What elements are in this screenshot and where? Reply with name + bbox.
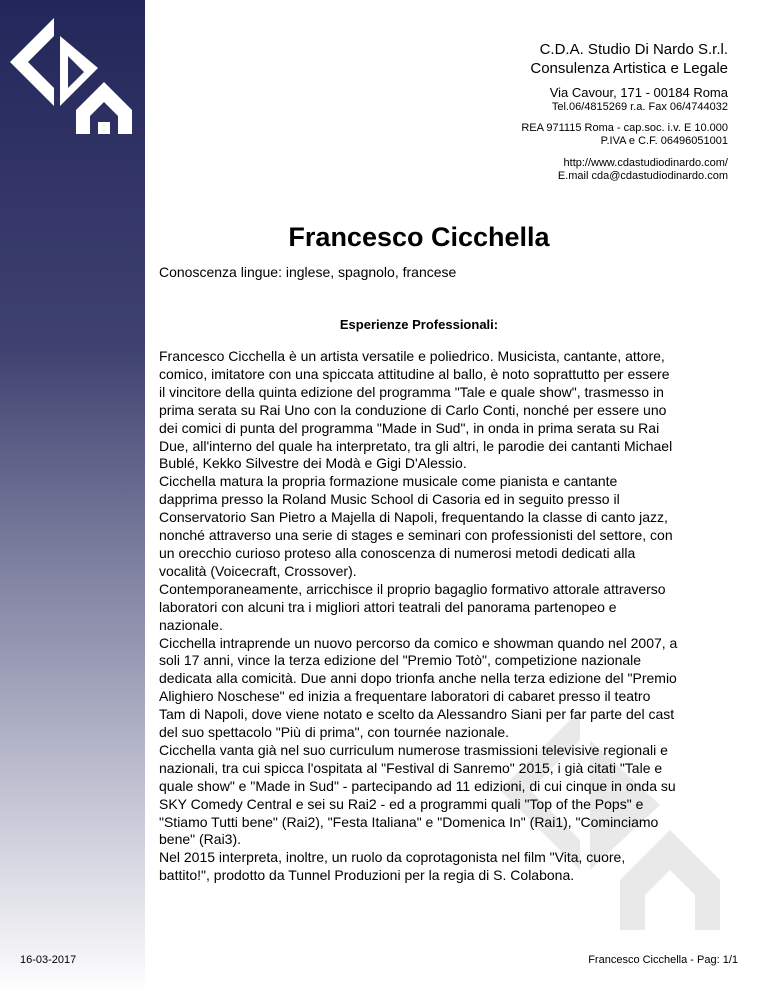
page-title: Francesco Cicchella [288,222,550,252]
company-tagline: Consulenza Artistica e Legale [530,60,728,77]
experience-body [159,348,679,885]
bio-paragraph: Cicchella matura la propria formazione musicale come pianista e cantante dapprima presso la Roland Music School di Casoria ed in seguito presso il Conservatorio San Pietro a Majella di Napoli, frequentando la classe di canto jazz, nonché attraverso una serie di stages e seminari con professionisti del settore, con un orecchio curioso proteso alla conoscenza di numerosi metodi dedicati alla vocalità (Voicecraft, Crossover). [159,473,673,579]
bio-paragraph: Francesco Cicchella è un artista versatile e poliedrico. Musicista, cantante, attore, comico, imitatore con una spiccata attitudine al ballo, è noto soprattutto per essere il vincitore della quinta edizione del programma "Tale e quale show", trasmesso in prima serata su Rai Uno con la conduzione di Carlo Conti, nonché per essere uno dei comici di punta del programma "Made in Sud", in onda in prima serata su Rai Due, all'interno del quale ha interpretato, tra gli altri, le parodie dei cantanti Michael Bublé, Kekko Silvestre dei Modà e Gigi D'Alessio. [159,348,673,472]
footer-date: 16-03-2017 [20,954,77,966]
experience-heading: Esperienze Professionali: [339,317,499,332]
company-name: C.D.A. Studio Di Nardo S.r.l. [539,41,728,58]
languages-line: Conoscenza lingue: inglese, spagnolo, francese [159,264,457,280]
bio-paragraph: Nel 2015 interpreta, inoltre, un ruolo da coprotagonista nel film "Vita, cuore, battito!", prodotto da Tunnel Produzioni per la regia di S. Colabona. [159,849,626,884]
company-vat: P.IVA e C.F. 06496051001 [600,135,728,147]
company-email-link[interactable]: E.mail cda@cdastudiodinardo.com [557,170,728,182]
cda-logo [0,10,145,140]
company-phone-fax: Tel.06/4815269 r.a. Fax 06/4744032 [551,101,728,113]
company-registration [521,122,728,148]
company-contact [550,85,728,115]
company-web [558,157,728,183]
company-header [530,40,728,78]
bio-paragraph: Cicchella intraprende un nuovo percorso da comico e showman quando nel 2007, a soli 17 anni, vince la terza edizione del "Premio Totò", competizione nazionale dedicata alla comicità. Due anni dopo trionfa anche nella terza edizione del "Premio Alighiero Noschese" ed inizia a frequentare laboratori di cabaret presso il teatro Tam di Napoli, dove viene notato e scelto da Alessandro Siani per far parte del cast del suo spettacolo "Più di prima", con tournée nazionale. [159,634,678,741]
sidebar-band [0,0,145,994]
bio-paragraph: Cicchella vanta già nel suo curriculum numerose trasmissioni televisive regionali e nazionali, tra cui spicca l'ospitata al "Festival di Sanremo" 2015, i già citati "Tale e quale show" e "Made in Sud" - partecipando ad 11 edizioni, di cui cinque in onda su SKY Comedy Central e sei su Rai2 - ed a programmi quali "Top of the Pops" e "Stiamo Tutti bene" (Rai2), "Festa Italiana" e "Domenica In" (Rai1), "Cominciamo bene" (Rai3). [159,741,676,848]
company-website-link[interactable]: http://www.cdastudiodinardo.com/ [563,157,728,169]
footer-page-number: Francesco Cicchella - Pag: 1/1 [588,954,738,966]
bio-paragraph: Contemporaneamente, arricchisce il proprio bagaglio formativo attorale attraverso laboratori con alcuni tra i migliori attori teatrali del panorama partenopeo e nazionale. [159,580,666,633]
company-rea: REA 971115 Roma - cap.soc. i.v. E 10.000 [521,122,728,134]
company-address: Via Cavour, 171 - 00184 Roma [549,85,728,100]
